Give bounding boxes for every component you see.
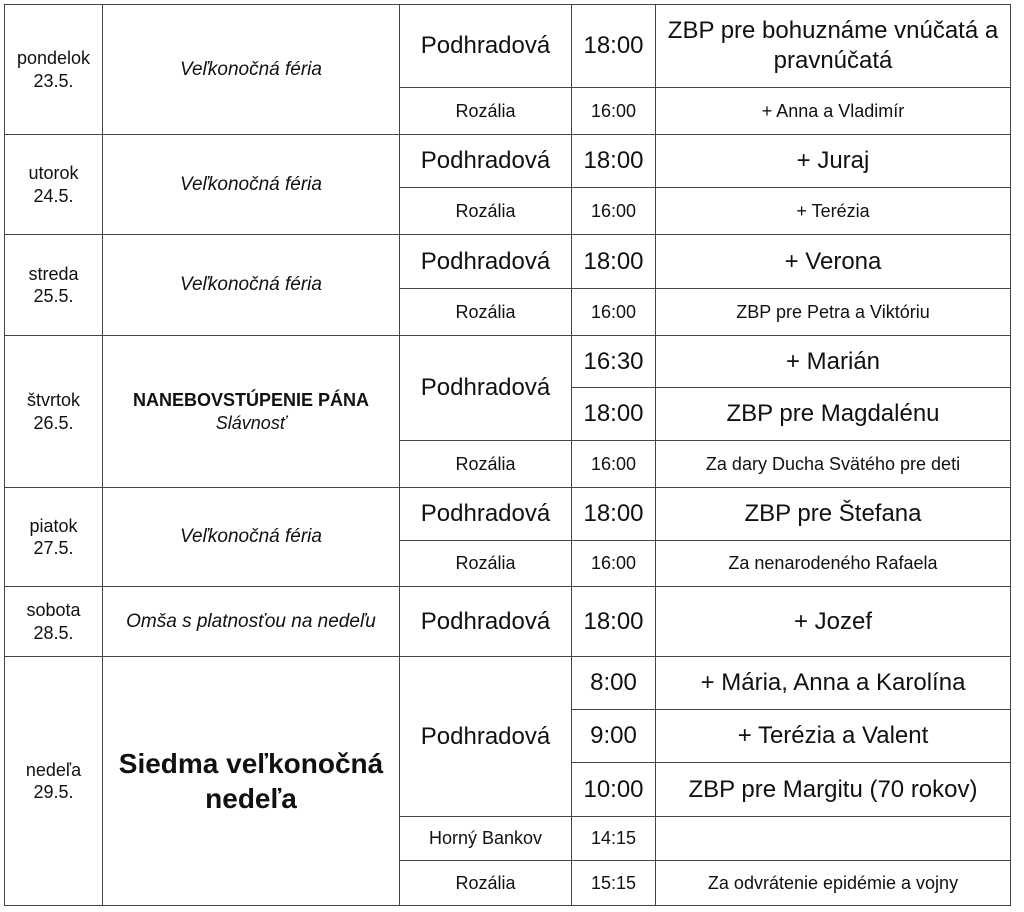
time: 14:15: [572, 817, 656, 861]
place: Rozália: [400, 188, 572, 235]
time: 9:00: [572, 710, 656, 763]
intention: + Jozef: [656, 587, 1011, 657]
place: Rozália: [400, 289, 572, 336]
day-date: 29.5.: [33, 782, 74, 802]
day-name: streda: [28, 263, 79, 284]
time: 16:00: [572, 88, 656, 135]
time: 16:00: [572, 188, 656, 235]
intention: + Anna a Vladimír: [656, 88, 1011, 135]
time: 8:00: [572, 657, 656, 710]
place: Podhradová: [400, 488, 572, 541]
day-name: sobota: [26, 600, 81, 620]
day-date: 24.5.: [33, 185, 74, 206]
celebration-rank: Slávnosť: [215, 412, 287, 433]
celebration: [103, 336, 400, 488]
place: Rozália: [400, 441, 572, 488]
place: Podhradová: [400, 5, 572, 88]
time: 18:00: [572, 135, 656, 188]
celebration: Omša s platnosťou na nedeľu: [103, 587, 400, 657]
time: 10:00: [572, 763, 656, 817]
day-cell: [5, 488, 103, 587]
place: Podhradová: [400, 235, 572, 289]
day-name: štvrtok: [26, 390, 80, 410]
time: 16:00: [572, 289, 656, 336]
place: Podhradová: [400, 135, 572, 188]
celebration: Veľkonočná féria: [103, 135, 400, 235]
time: 16:00: [572, 441, 656, 488]
celebration: Veľkonočná féria: [103, 5, 400, 135]
mass-schedule-table: [4, 4, 1011, 906]
intention: + Juraj: [656, 135, 1011, 188]
day-date: 25.5.: [33, 286, 74, 306]
schedule-row: [5, 657, 1011, 710]
place: Podhradová: [400, 587, 572, 657]
day-date: 27.5.: [33, 538, 74, 558]
place: Horný Bankov: [400, 817, 572, 861]
time: 18:00: [572, 587, 656, 657]
place: Podhradová: [400, 657, 572, 817]
schedule-row: [5, 336, 1011, 388]
intention: Za nenarodeného Rafaela: [656, 541, 1011, 587]
intention: + Verona: [656, 235, 1011, 289]
time: 18:00: [572, 388, 656, 441]
intention: ZBP pre Margitu (70 rokov): [656, 763, 1011, 817]
intention: ZBP pre bohuznáme vnúčatá a pravnúčatá: [656, 5, 1011, 88]
intention: Za odvrátenie epidémie a vojny: [656, 861, 1011, 906]
day-name: nedeľa: [25, 759, 82, 780]
place: Rozália: [400, 88, 572, 135]
schedule-row: [5, 587, 1011, 657]
celebration: Veľkonočná féria: [103, 235, 400, 336]
day-name: utorok: [28, 163, 79, 183]
place: Rozália: [400, 541, 572, 587]
day-cell: [5, 336, 103, 488]
celebration: Siedma veľkonočná nedeľa: [103, 657, 400, 906]
schedule-row: [5, 135, 1011, 188]
day-date: 26.5.: [33, 412, 74, 433]
intention: ZBP pre Magdalénu: [656, 388, 1011, 441]
day-name: pondelok: [16, 48, 91, 68]
intention: + Terézia: [656, 188, 1011, 235]
day-cell: [5, 657, 103, 906]
time: 16:00: [572, 541, 656, 587]
schedule-row: [5, 235, 1011, 289]
day-cell: [5, 235, 103, 336]
time: 18:00: [572, 235, 656, 289]
intention: + Terézia a Valent: [656, 710, 1011, 763]
day-date: 28.5.: [33, 622, 74, 643]
time: 18:00: [572, 488, 656, 541]
intention: Za dary Ducha Svätého pre deti: [656, 441, 1011, 488]
schedule-row: [5, 5, 1011, 88]
day-cell: [5, 5, 103, 135]
day-cell: [5, 135, 103, 235]
celebration-title: NANEBOVSTÚPENIE PÁNA: [132, 390, 370, 410]
intention: [656, 817, 1011, 861]
day-cell: [5, 587, 103, 657]
time: 16:30: [572, 336, 656, 388]
intention: ZBP pre Štefana: [656, 488, 1011, 541]
intention: + Marián: [656, 336, 1011, 388]
intention: + Mária, Anna a Karolína: [656, 657, 1011, 710]
day-date: 23.5.: [33, 70, 74, 91]
schedule-row: [5, 488, 1011, 541]
day-name: piatok: [29, 515, 78, 536]
celebration: Veľkonočná féria: [103, 488, 400, 587]
place: Rozália: [400, 861, 572, 906]
time: 18:00: [572, 5, 656, 88]
intention: ZBP pre Petra a Viktóriu: [656, 289, 1011, 336]
time: 15:15: [572, 861, 656, 906]
place: Podhradová: [400, 336, 572, 441]
